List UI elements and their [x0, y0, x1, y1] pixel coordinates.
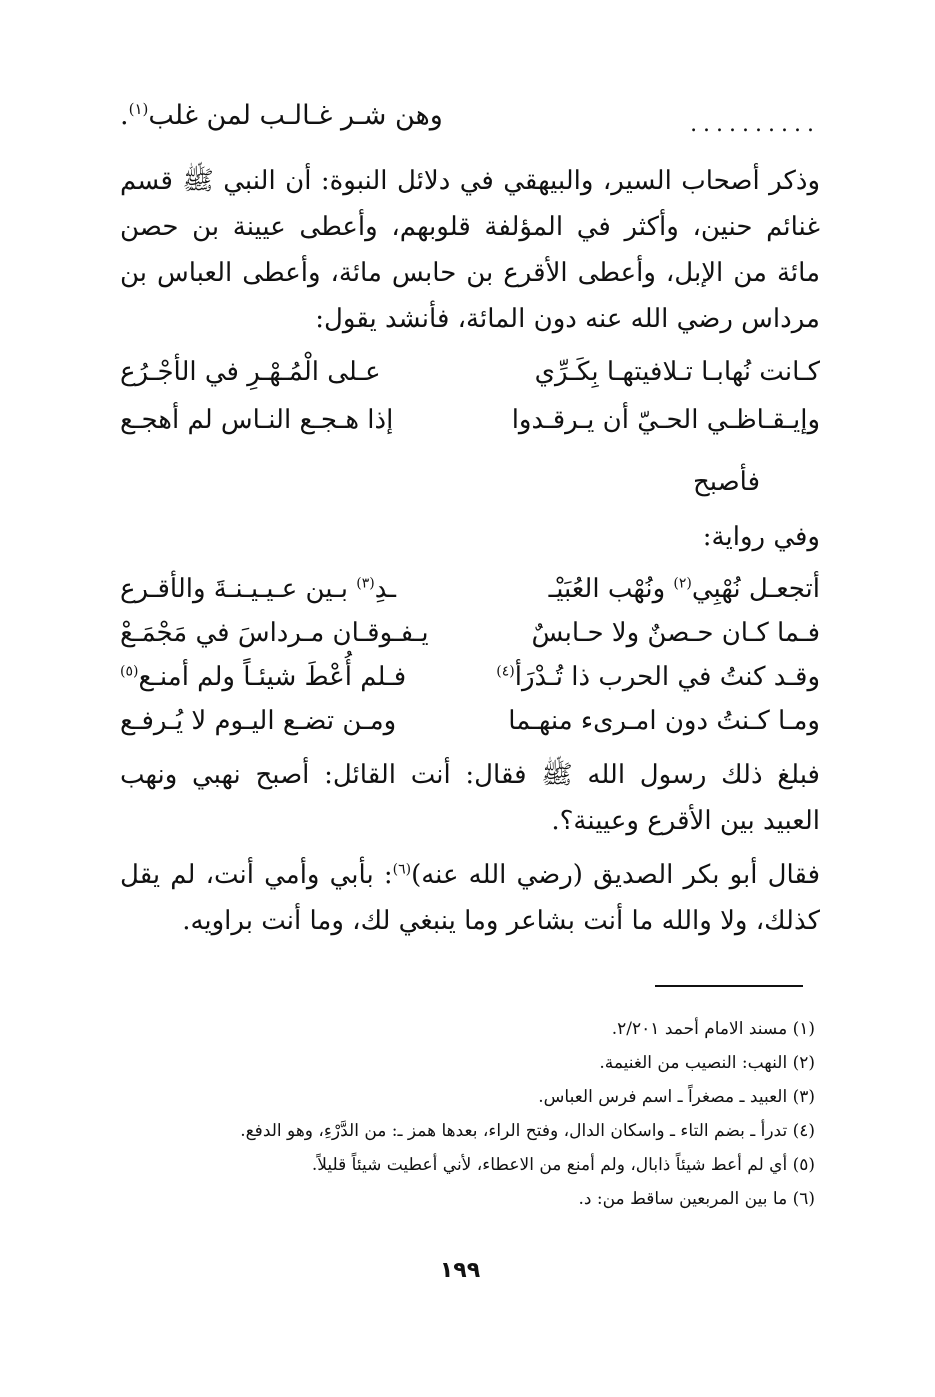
footnote: (٣) العبيد ـ مصغراً ـ اسم فرس العباس.: [538, 1087, 815, 1107]
verse-line: [120, 398, 820, 442]
hemistich-part: أتجعـل نُهْبِي: [691, 574, 820, 604]
hemistich-part: وقـد كنتُ في الحرب ذا تُـدْرَأ: [514, 662, 820, 692]
footnote: (٦) ما بين المربعين ساقط من: د.: [578, 1189, 815, 1209]
verse-second-hemistich: عـلى الْمُـهْـرِ في الأجْـرُع: [120, 357, 381, 387]
hemistich-part: بـين عـيـيـنـةَ والأقـرع: [120, 574, 357, 604]
footnote-ref: (١): [128, 100, 149, 118]
footnote: (١) مسند الامام أحمد ٢/٢٠١.: [611, 1019, 815, 1039]
footnote-ref: (٢): [673, 575, 692, 592]
hemistich-part: ونُهْب العُبَيْـ: [548, 574, 674, 604]
ellipsis-dots: ..........: [690, 112, 820, 137]
verse-second-hemistich: [120, 655, 445, 699]
continued-hemistich: [120, 100, 443, 131]
footnote-separator: [655, 985, 803, 987]
verse-line: [120, 655, 820, 699]
footnote-ref: (٣): [356, 575, 375, 592]
verse-second-hemistich: إذا هـجـع النـاس لم أهجـع: [120, 405, 394, 435]
footnote-ref: (٥): [120, 663, 139, 680]
hemistich-part: فـلم أُعْطَ شيئـاً ولم أمنـع: [138, 662, 407, 692]
footnote: (٥) أي لم أعط شيئاً ذابال، ولم أمنع من الاعطاء، لأني أعطيت شيئاً قليلاً.: [311, 1155, 815, 1175]
verse-second-hemistich: [120, 567, 445, 611]
hemistich-text: وهن شـر غـالـب لمن غلب: [148, 100, 443, 131]
verse-line: [120, 699, 820, 743]
paragraph-part: : بأبي وأمي أنت، لم يقل كذلك، ولا والله ما أنت بشاعر وما ينبغي لك، وما أنت براويه.: [120, 860, 820, 936]
verse-line: [120, 350, 820, 394]
riwaya-label: وفي رواية:: [702, 522, 820, 552]
verse-first-hemistich: ومـا كـنتُ دون امـرىء منهـما: [508, 706, 820, 736]
hemistich-end: .: [120, 100, 129, 131]
hemistich-part: ـدِ: [374, 574, 397, 604]
verse-first-hemistich: وإيـقـاظـي الحـيّ أن يـرقـدوا: [511, 405, 820, 435]
paragraph-narrative: فبلغ ذلك رسول الله ﷺ فقال: أنت القائل: أصبح نهبي ونهب العبيد بين الأقرع وعيينة؟.: [120, 760, 820, 836]
page-number: ١٩٩: [439, 1258, 481, 1283]
verse-first-hemistich: [500, 567, 820, 611]
verse-word: فأصبح: [692, 467, 760, 497]
paragraph-narrative: [120, 852, 820, 944]
continued-verse-line: [120, 100, 820, 148]
footnote: (٢) النهب: النصيب من الغنيمة.: [599, 1053, 815, 1073]
footnote-ref: (٤): [496, 663, 515, 680]
paragraph-part: فقال أبو بكر الصديق (رضي الله عنه): [411, 860, 821, 890]
paragraph-narrative: وذكر أصحاب السير، والبيهقي في دلائل النبوة: أن النبي ﷺ قسم غنائم حنين، وأكثر في المؤلفة قلوبهم، وأعطى عيينة بن حصن مائة من الإبل، وأعطى الأقرع بن حابس مائة، وأعطى العباس بن مرداس رضي الله عنه دون المائة، فأنشد يقول:: [120, 166, 820, 334]
footnote-ref: (٦): [392, 861, 412, 878]
verse-first-hemistich: [496, 655, 820, 699]
verse-first-hemistich: فـما كـان حـصنٌ ولا حـابسٌ: [531, 618, 820, 648]
verse-first-hemistich: كـانت نُهابـا تـلافيتهـا بِكَـرِّي: [534, 357, 820, 387]
verse-second-hemistich: ومـن تضـع اليـوم لا يُـرفـع: [120, 706, 397, 736]
verse-line: [120, 611, 820, 655]
verse-second-hemistich: يـفـوقـان مـرداسَ في مَجْمَـعْ: [120, 618, 429, 648]
verse-line: [120, 567, 820, 611]
footnote: (٤) تدرأ ـ بضم التاء ـ واسكان الدال، وفتح الراء، بعدها همز ـ: من الدَّرْءِ، وهو الدفع.: [240, 1121, 815, 1141]
footnotes: [115, 1012, 815, 1216]
